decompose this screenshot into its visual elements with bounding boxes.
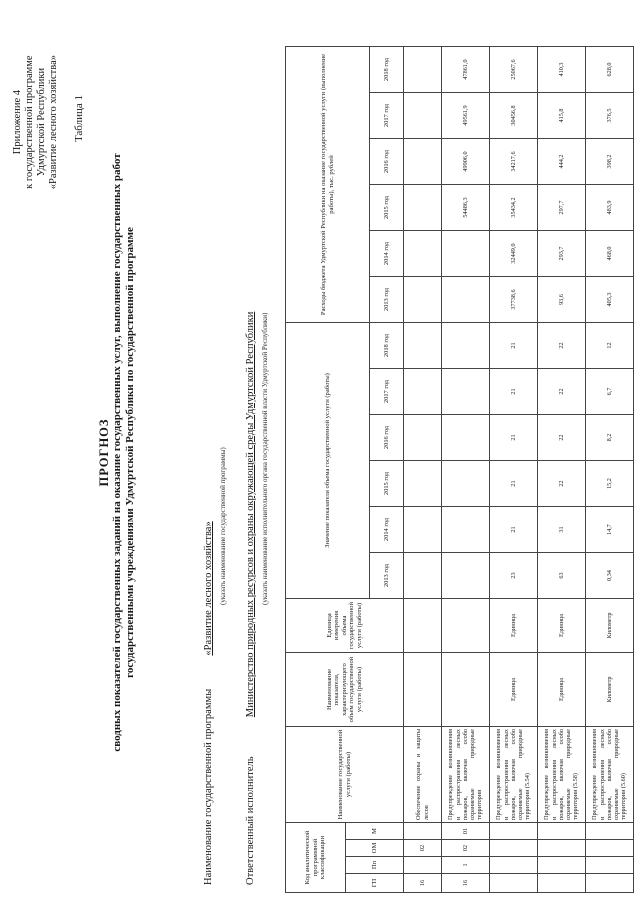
cell-m xyxy=(490,823,538,840)
cell-volume xyxy=(404,461,442,507)
table-number: Таблица 1 xyxy=(73,95,85,143)
cell-unit: Единица xyxy=(538,599,586,653)
cell-expense: 376,5 xyxy=(586,93,634,139)
cell-gp xyxy=(586,874,634,893)
cell-om: 02 xyxy=(404,840,442,857)
cell-service: Предупреждение возникновения и распространения лесных пожаров, включая особо охраняемые природные территории (5.54) xyxy=(490,727,538,823)
cell-unit xyxy=(442,599,490,653)
cell-pp xyxy=(404,857,442,874)
cell-volume: 0,34 xyxy=(586,553,634,599)
year-header: 2014 год xyxy=(370,507,404,553)
cell-expense: 32449,0 xyxy=(490,231,538,277)
table-row xyxy=(490,47,538,893)
header-expenses: Расходы бюджета Удмуртской Республики на оказание государственной услуги (выполнение работы), тыс. рублей xyxy=(286,47,370,323)
header-unit: Единица измерения объема государственной услуги (работы) xyxy=(286,599,404,653)
header-gp: ГП xyxy=(346,874,404,893)
cell-expense: 47861,0 xyxy=(442,47,490,93)
title-line: сводных показателей государственных заданий на оказание государственных услуг, выполнение государственных работ xyxy=(111,153,123,752)
cell-volume: 22 xyxy=(538,461,586,507)
cell-service: Предупреждение возникновения и распространения лесных пожаров, включая особо охраняемые природные территории (5.58) xyxy=(538,727,586,823)
year-header: 2015 год xyxy=(370,461,404,507)
cell-expense: 25067,6 xyxy=(490,47,538,93)
cell-indicator xyxy=(404,653,442,727)
executor-note: (указать наименование исполнительного органа государственной власти Удмуртской Республики) xyxy=(261,312,269,605)
cell-pp xyxy=(586,857,634,874)
table-row xyxy=(404,47,442,893)
cell-volume xyxy=(442,553,490,599)
header-m: М xyxy=(346,823,404,840)
cell-expense: 49561,9 xyxy=(442,93,490,139)
cell-volume xyxy=(442,369,490,415)
program-row xyxy=(203,521,214,885)
program-note: (указать наименование государственной программы) xyxy=(219,447,227,605)
year-header: 2018 год xyxy=(370,47,404,93)
cell-indicator xyxy=(442,653,490,727)
table-row xyxy=(442,47,490,893)
document-title xyxy=(98,0,137,905)
year-header: 2013 год xyxy=(370,277,404,323)
year-header: 2014 год xyxy=(370,231,404,277)
header-service-name: Наименование государственной услуги (работы) xyxy=(286,727,404,823)
year-header: 2016 год xyxy=(370,415,404,461)
cell-expense: 93,6 xyxy=(538,277,586,323)
cell-volume xyxy=(442,415,490,461)
cell-volume: 23 xyxy=(490,553,538,599)
cell-volume: 22 xyxy=(538,323,586,369)
cell-expense: 398,2 xyxy=(586,139,634,185)
year-header: 2017 год xyxy=(370,93,404,139)
table-row xyxy=(586,47,634,893)
cell-expense xyxy=(404,139,442,185)
appendix-line: «Развитие лесного хозяйства» xyxy=(48,55,59,190)
cell-pp xyxy=(490,857,538,874)
cell-volume: 21 xyxy=(490,507,538,553)
executor-label: Ответственный исполнитель xyxy=(245,756,256,885)
cell-expense: 410,3 xyxy=(538,47,586,93)
cell-volume: 12 xyxy=(586,323,634,369)
executor-row xyxy=(245,312,256,885)
cell-service: Предупреждение возникновения и распространения лесных пожаров, включая особо охраняемые природные территории xyxy=(442,727,490,823)
cell-volume: 22 xyxy=(538,369,586,415)
cell-expense: 628,0 xyxy=(586,47,634,93)
cell-expense xyxy=(404,231,442,277)
cell-expense xyxy=(442,277,490,323)
cell-gp: 16 xyxy=(442,874,490,893)
cell-pp: 1 xyxy=(442,857,490,874)
table-row xyxy=(538,47,586,893)
cell-unit: Единица xyxy=(490,599,538,653)
cell-m xyxy=(538,823,586,840)
year-header: 2016 год xyxy=(370,139,404,185)
cell-indicator: Единица xyxy=(490,653,538,727)
cell-volume xyxy=(404,323,442,369)
cell-om xyxy=(586,840,634,857)
appendix-line: к государственной программе xyxy=(24,55,35,189)
cell-m xyxy=(586,823,634,840)
cell-m: 01 xyxy=(442,823,490,840)
cell-volume xyxy=(404,369,442,415)
cell-expense: 468,0 xyxy=(586,231,634,277)
cell-expense: 415,8 xyxy=(538,93,586,139)
header-pp: Пп xyxy=(346,857,404,874)
cell-volume: 63 xyxy=(538,553,586,599)
executor-value: Министерство природных ресурсов и охраны окружающей среды Удмуртской Республики xyxy=(245,311,256,718)
cell-expense: 49906,0 xyxy=(442,139,490,185)
title-forecast: ПРОГНОЗ xyxy=(97,418,111,487)
cell-om xyxy=(538,840,586,857)
cell-expense: 483,9 xyxy=(586,185,634,231)
year-header: 2013 год xyxy=(370,553,404,599)
cell-pp xyxy=(538,857,586,874)
cell-expense: 37738,6 xyxy=(490,277,538,323)
cell-volume xyxy=(404,507,442,553)
cell-volume xyxy=(442,323,490,369)
year-header: 2018 год xyxy=(370,323,404,369)
cell-gp xyxy=(490,874,538,893)
cell-volume: 21 xyxy=(490,369,538,415)
cell-volume xyxy=(404,415,442,461)
cell-expense: 30456,8 xyxy=(490,93,538,139)
cell-expense xyxy=(404,185,442,231)
cell-volume: 31 xyxy=(538,507,586,553)
cell-service: Предупреждение возникновения и распространения лесных пожаров, включая особо охраняемые природные территории (5.60) xyxy=(586,727,634,823)
cell-expense: 35434,2 xyxy=(490,185,538,231)
cell-volume: 14,7 xyxy=(586,507,634,553)
cell-expense: 297,7 xyxy=(538,185,586,231)
cell-volume: 6,7 xyxy=(586,369,634,415)
cell-gp: 16 xyxy=(404,874,442,893)
header-volume: Значение показателя объема государственной услуги (работы) xyxy=(286,323,370,599)
cell-m xyxy=(404,823,442,840)
header-code: Код аналитической программной классификации xyxy=(286,823,346,893)
cell-expense: 444,2 xyxy=(538,139,586,185)
cell-service: Обеспечение охраны и защиты лесов xyxy=(404,727,442,823)
header-indicator-name: Наименование показателя, характеризующего объем государственной услуги (работы) xyxy=(286,653,404,727)
cell-expense xyxy=(404,93,442,139)
cell-unit: Километр xyxy=(586,599,634,653)
cell-indicator: Единица xyxy=(538,653,586,727)
cell-om: 02 xyxy=(442,840,490,857)
cell-expense: 293,7 xyxy=(538,231,586,277)
appendix-line: Удмуртской Республики xyxy=(36,67,47,177)
appendix-line: Приложение 4 xyxy=(12,90,23,155)
year-header: 2017 год xyxy=(370,369,404,415)
header-om: ОМ xyxy=(346,840,404,857)
cell-volume xyxy=(404,553,442,599)
cell-expense: 54486,3 xyxy=(442,185,490,231)
cell-volume: 21 xyxy=(490,415,538,461)
cell-indicator: Километр xyxy=(586,653,634,727)
forecast-table xyxy=(285,46,634,893)
cell-unit xyxy=(404,599,442,653)
cell-om xyxy=(490,840,538,857)
cell-volume xyxy=(442,507,490,553)
cell-volume: 8,2 xyxy=(586,415,634,461)
year-header: 2015 год xyxy=(370,185,404,231)
cell-gp xyxy=(538,874,586,893)
program-value: «Развитие лесного хозяйства» xyxy=(203,521,214,656)
appendix-block xyxy=(12,55,60,189)
cell-volume: 22 xyxy=(538,415,586,461)
program-label: Наименование государственной программы xyxy=(203,688,214,885)
cell-volume: 21 xyxy=(490,323,538,369)
cell-expense: 34217,6 xyxy=(490,139,538,185)
cell-expense: 405,3 xyxy=(586,277,634,323)
cell-expense xyxy=(404,47,442,93)
cell-volume: 15,2 xyxy=(586,461,634,507)
title-line: государственными учреждениями Удмуртской Республики по государственной программе xyxy=(124,227,136,678)
cell-volume: 21 xyxy=(490,461,538,507)
cell-expense xyxy=(404,277,442,323)
cell-volume xyxy=(442,461,490,507)
cell-expense xyxy=(442,231,490,277)
